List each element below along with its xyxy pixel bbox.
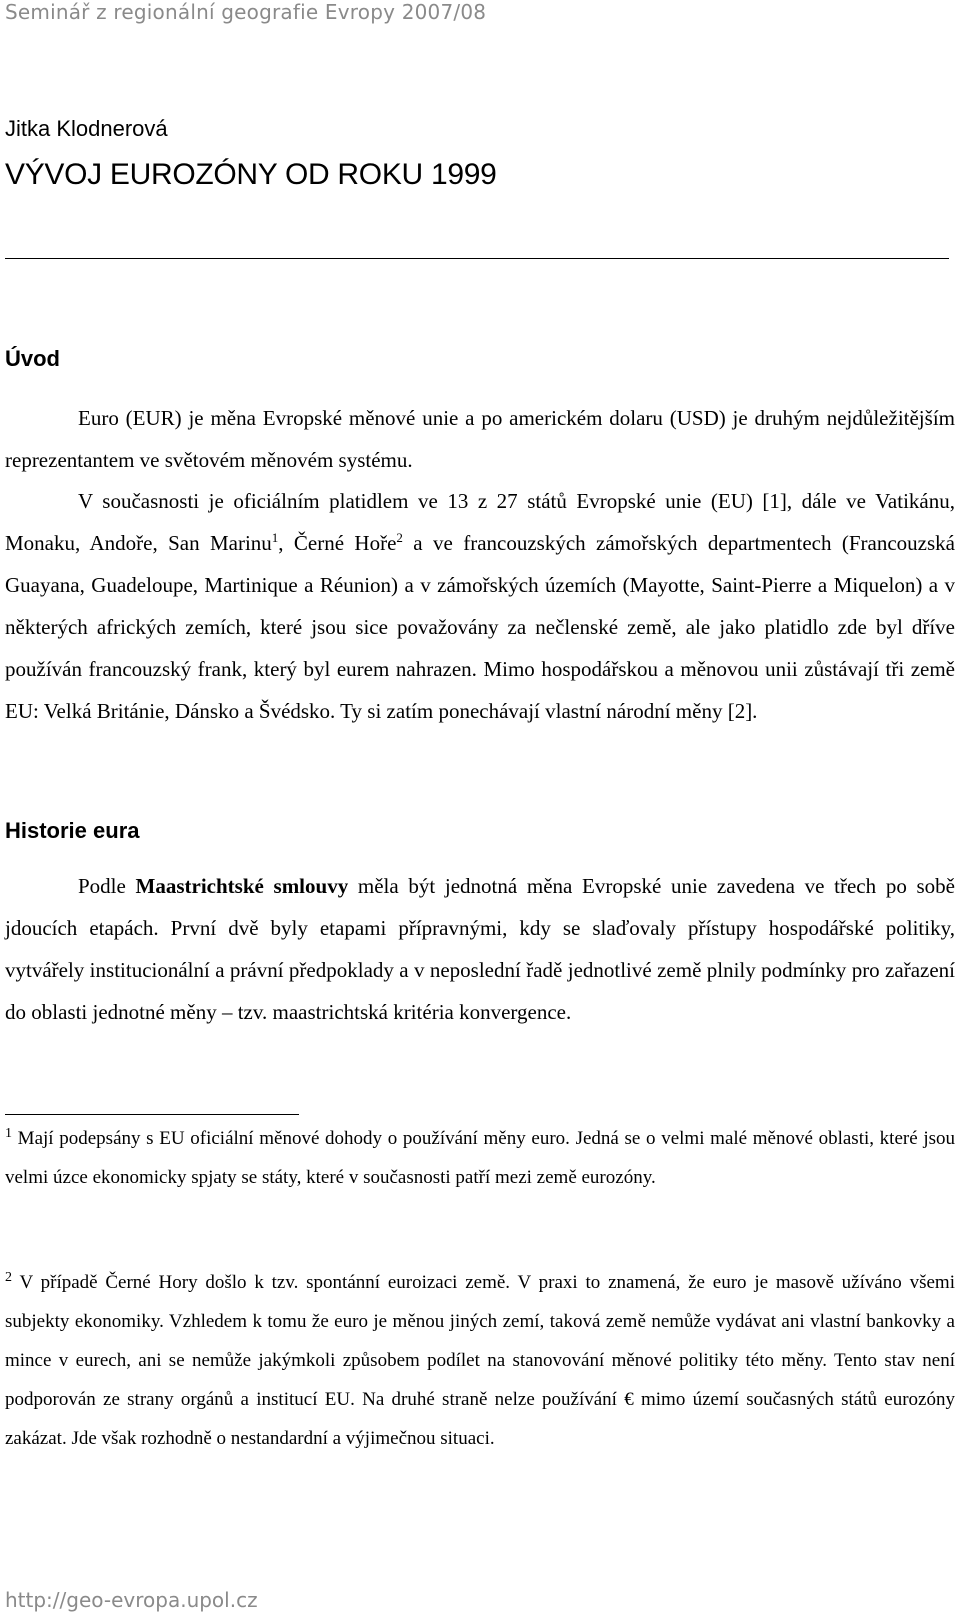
- footnote-2: [5, 1258, 955, 1458]
- history-paragraph: [5, 865, 955, 1033]
- page-header: Seminář z regionální geografie Evropy 2007/08: [5, 0, 487, 24]
- footnote-2-text: V případě Černé Hory došlo k tzv. spontánní euroizaci země. V praxi to znamená, že euro je masově užíváno všemi subjekty ekonomiky. Vzhledem k tomu že euro je měnou jiných zemí, taková země nemůže vydávat ani vlastní bankovky a mince v eurech, ani se nemůže jakýmkoli způsobem podílet na stanovování měnové politiky této měny. Tento stav není podporován ze strany orgánů a institucí EU. Na druhé straně nelze používání € mimo území současných států eurozóny zakázat. Jde však rozhodně o nestandardní a výjimečnou situaci.: [5, 1272, 955, 1449]
- maastricht-treaty-term: Maastrichtské smlouvy: [135, 874, 349, 898]
- intro-paragraph-2-part-c: a ve francouzských zámořských departmentech (Francouzská Guayana, Guadeloupe, Martinique a Réunion) a v zámořských územích (Mayotte, Saint-Pierre a Miquelon) a v některých afrických zemích, které jsou sice považovány za nečlenské země, ale jako platidlo zde byl dříve používán francouzský frank, který byl eurem nahrazen. Mimo hospodářskou a měnovou unii zůstávají tři země EU: Velká Británie, Dánsko a Švédsko. Ty si zatím ponechávají vlastní národní měny [2].: [5, 531, 955, 723]
- history-paragraph-part-b: měla být jednotná měna Evropské unie zavedena ve třech po sobě jdoucích etapách. První dvě byly etapami přípravnými, kdy se slaďovaly přístupy hospodářské politiky, vytvářely institucionální a právní předpoklady a v neposlední řadě jednotlivé země plnily podmínky pro zařazení do oblasti jednotné měny – tzv. maastrichtská kritéria konvergence.: [5, 874, 955, 1024]
- author-name: Jitka Klodnerová: [5, 116, 168, 141]
- intro-paragraph-1: Euro (EUR) je měna Evropské měnové unie a po americkém dolaru (USD) je druhým nejdůležitějším reprezentantem ve světovém měnovém systému.: [5, 406, 955, 472]
- title-divider: [5, 258, 949, 259]
- footnote-1-number: 1: [5, 1126, 12, 1141]
- section-heading-history: Historie eura: [5, 818, 140, 843]
- history-paragraph-part-a: Podle: [78, 874, 136, 898]
- section-heading-intro: Úvod: [5, 346, 60, 371]
- footnote-2-number: 2: [5, 1270, 12, 1285]
- page-footer-url[interactable]: http://geo-evropa.upol.cz: [5, 1588, 258, 1612]
- page-title: VÝVOJ EUROZÓNY OD ROKU 1999: [5, 158, 497, 191]
- intro-paragraph-2-part-a: V současnosti je oficiálním platidlem ve 13 z 27 států Evropské unie (EU) [1], dále ve Vatikánu, Monaku, Andoře, San Marinu: [5, 489, 955, 555]
- intro-paragraph-2: [5, 480, 955, 732]
- footnote-ref-2[interactable]: 2: [396, 530, 403, 545]
- footnote-ref-1[interactable]: 1: [271, 530, 279, 545]
- footnote-1: [5, 1114, 955, 1197]
- footnote-1-text: Mají podepsány s EU oficiální měnové dohody o používání měny euro. Jedná se o velmi malé měnové oblasti, které jsou velmi úzce ekonomicky spjaty se státy, které v současnosti patří mezi země eurozóny.: [5, 1128, 955, 1188]
- intro-paragraph-2-part-b: , Černé Hoře: [278, 531, 397, 555]
